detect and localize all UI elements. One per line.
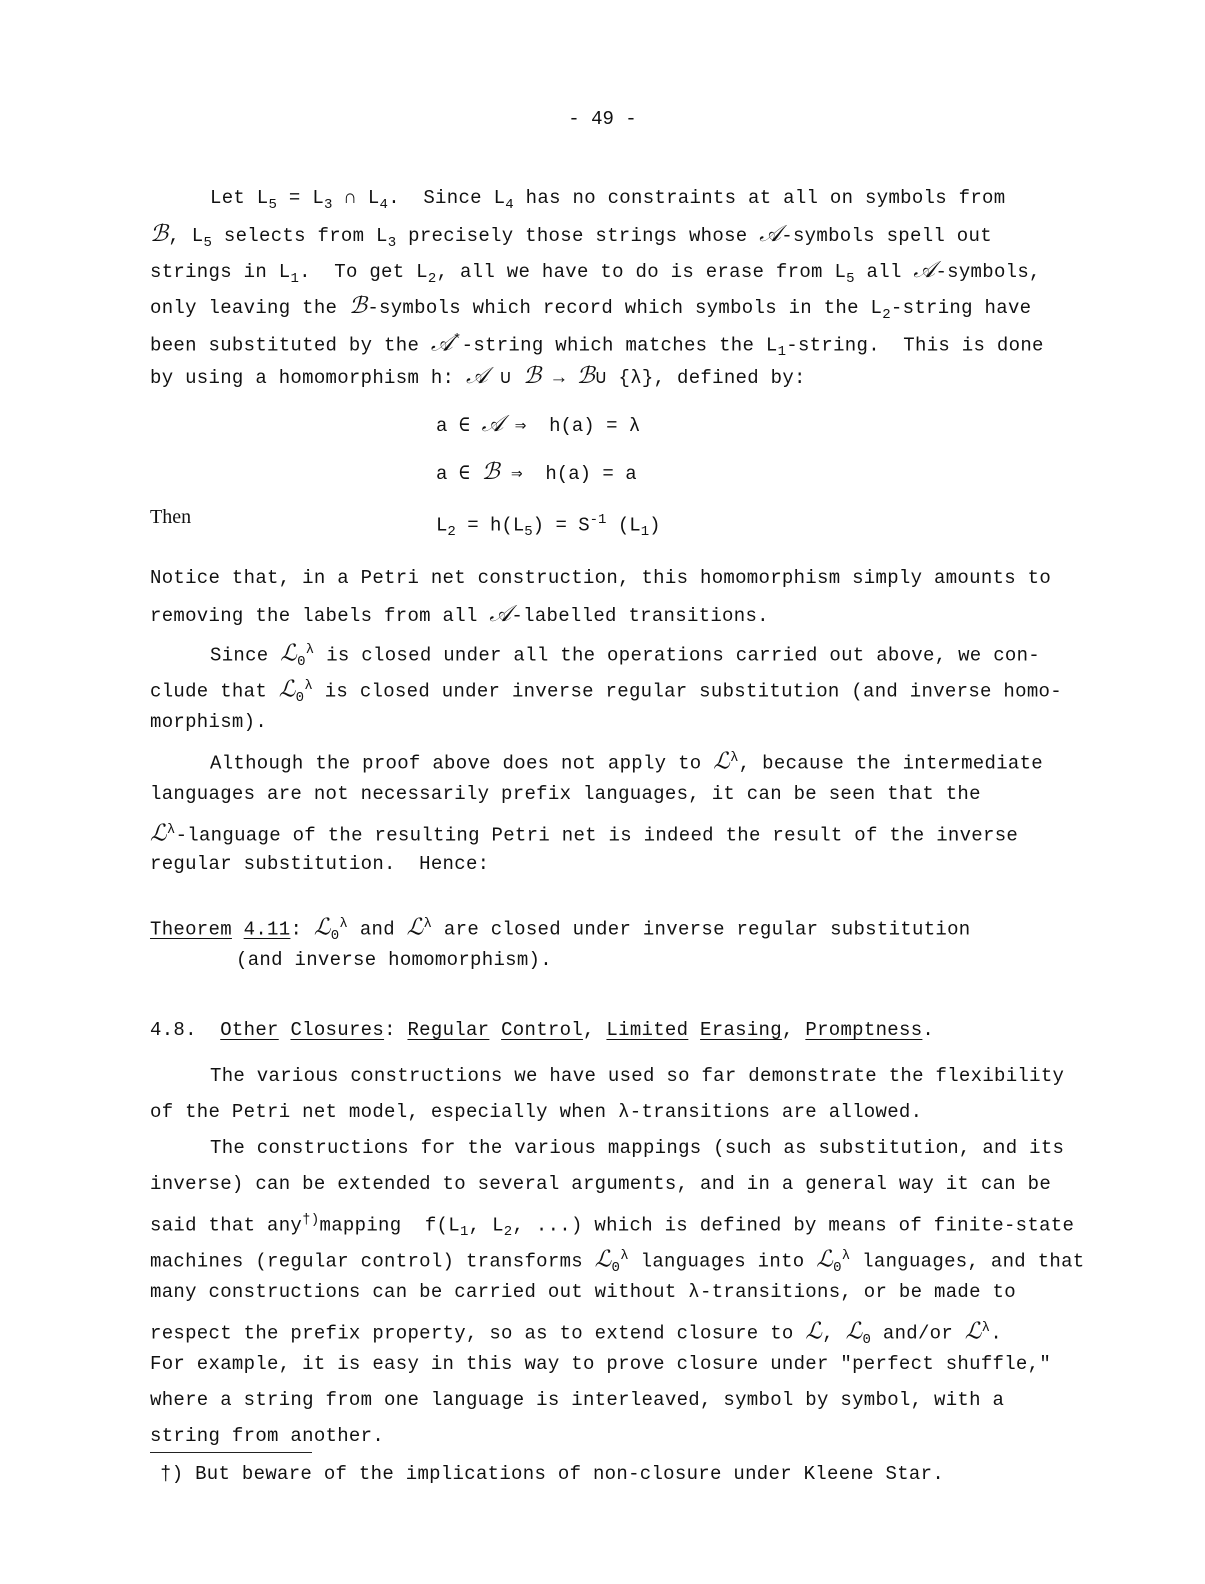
para3-line3: morphism). xyxy=(150,711,268,733)
calligraphic-b: ℬ xyxy=(348,293,368,319)
calligraphic-b: ℬ xyxy=(523,363,542,389)
para4-line3: ℒ$^\lambda$-language of the resulting Petri net is indeed the result of the inverse xyxy=(150,820,1019,847)
para6-line8: where a string from one language is interleaved, symbol by symbol, with a xyxy=(150,1389,1005,1411)
para6-line9: string from another. xyxy=(150,1425,385,1447)
para6-line5: many constructions can be carried out without λ-transitions, or be made to xyxy=(150,1281,1016,1303)
calligraphic-b: ℬ xyxy=(150,221,169,247)
para2-line1: Notice that, in a Petri net construction, this homomorphism simply amounts to xyxy=(150,567,1052,589)
calligraphic-l: ℒ xyxy=(313,914,331,941)
calligraphic-l: ℒ xyxy=(594,1246,612,1273)
para6-line7: For example, it is easy in this way to prove closure under "perfect shuffle," xyxy=(150,1353,1052,1375)
calligraphic-a: 𝒜 xyxy=(913,257,936,283)
equation-1: a ∈ 𝒜 ⇒ h(a) = λ xyxy=(436,411,641,437)
theorem-label: Theorem xyxy=(150,918,232,941)
para1-line1: Let $L_5 = L_3$ ∩ $L_4$. Since $L_4$ has no constraints at all on symbols from xyxy=(210,187,1006,213)
calligraphic-a: 𝒜 xyxy=(759,221,782,247)
para4-line2: languages are not necessarily prefix languages, it can be seen that the xyxy=(150,783,981,805)
para6-line2: inverse) can be extended to several arguments, and in a general way it can be xyxy=(150,1173,1052,1195)
para4-line1: Although the proof above does not apply to ℒ$^\lambda$, because the intermediate xyxy=(210,748,1044,775)
calligraphic-l: ℒ xyxy=(816,1246,834,1273)
calligraphic-a: 𝒜 xyxy=(489,601,512,627)
para1-line6: by using a homomorphism h: 𝒜 ∪ ℬ → ℬ∪ {λ}, defined by: xyxy=(150,363,806,389)
calligraphic-l: ℒ xyxy=(713,748,731,775)
footnote-marker: †) xyxy=(302,1212,320,1228)
calligraphic-l: ℒ xyxy=(150,820,167,847)
calligraphic-a: 𝒜 xyxy=(481,411,504,437)
calligraphic-b: ℬ xyxy=(481,459,500,485)
calligraphic-l: ℒ xyxy=(406,914,424,941)
equation-3: $L_2 = h(L_5) = S^{-1}$ $(L_1)$ xyxy=(436,512,661,541)
para1-line4: only leaving the ℬ-symbols which record which symbols in the $L_2$-string have xyxy=(150,293,1032,323)
then-label: Then xyxy=(150,506,192,528)
calligraphic-b: ℬ xyxy=(576,363,596,389)
para1-line5: been substituted by the 𝒜*-string which matches the $L_1$-string. This is done xyxy=(150,330,1044,361)
footnote-rule xyxy=(150,1452,312,1453)
calligraphic-a: 𝒜 xyxy=(430,330,453,357)
theorem-number: 4.11 xyxy=(243,918,291,941)
footnote-dagger: †) xyxy=(160,1463,184,1485)
footnote: †) But beware of the implications of non-closure under Kleene Star. xyxy=(160,1463,945,1485)
para6-line4: machines (regular control) transforms ℒ$_0^\lambda$ languages into ℒ$_0^\lambda$ languages, and that xyxy=(150,1246,1085,1277)
para2-line2: removing the labels from all 𝒜-labelled transitions. xyxy=(150,601,769,627)
calligraphic-l: ℒ xyxy=(964,1318,982,1345)
para5-line2: of the Petri net model, especially when λ-transitions are allowed. xyxy=(150,1101,923,1123)
theorem-line1: Theorem 4.11: ℒ$_0^\lambda$ and ℒ$^\lambda$ are closed under inverse regular substitution xyxy=(150,914,971,945)
section-number: 4.8. xyxy=(150,1019,197,1041)
para1-line2: ℬ, $L_5$ selects from $L_3$ precisely those strings whose 𝒜-symbols spell out xyxy=(150,221,992,251)
theorem-line2: (and inverse homomorphism). xyxy=(236,949,552,971)
para4-line4: regular substitution. Hence: xyxy=(150,853,490,875)
para3-line2: clude that ℒ$_0^\lambda$ is closed under inverse regular substitution (and inverse homo- xyxy=(150,676,1062,707)
page-number: - 49 - xyxy=(568,108,637,130)
para6-line1: The constructions for the various mappings (such as substitution, and its xyxy=(210,1137,1065,1159)
para1-line3: strings in $L_1$. To get $L_2$, all we have to do is erase from $L_5$ all 𝒜-symbols, xyxy=(150,257,1041,287)
section-heading: 4.8. Other Closures: Regular Control, Limited Erasing, Promptness. xyxy=(150,1019,935,1041)
para6-line6: respect the prefix property, so as to extend closure to ℒ, ℒ$_0$ and/or ℒ$^\lambda$. xyxy=(150,1318,1003,1349)
para3-line1: Since ℒ$_0^\lambda$ is closed under all the operations carried out above, we con- xyxy=(210,640,1041,671)
calligraphic-a: 𝒜 xyxy=(465,363,489,389)
para5-line1: The various constructions we have used so far demonstrate the flexibility xyxy=(210,1065,1065,1087)
calligraphic-l: ℒ xyxy=(280,640,298,667)
calligraphic-l: ℒ xyxy=(845,1318,863,1345)
para6-line3: said that any†)mapping $f(L_1$, $L_2$, ...) which is defined by means of finite-state xyxy=(150,1212,1075,1241)
calligraphic-l: ℒ xyxy=(805,1318,823,1345)
equation-2: a ∈ ℬ ⇒ h(a) = a xyxy=(436,459,637,485)
calligraphic-l: ℒ xyxy=(278,676,296,703)
